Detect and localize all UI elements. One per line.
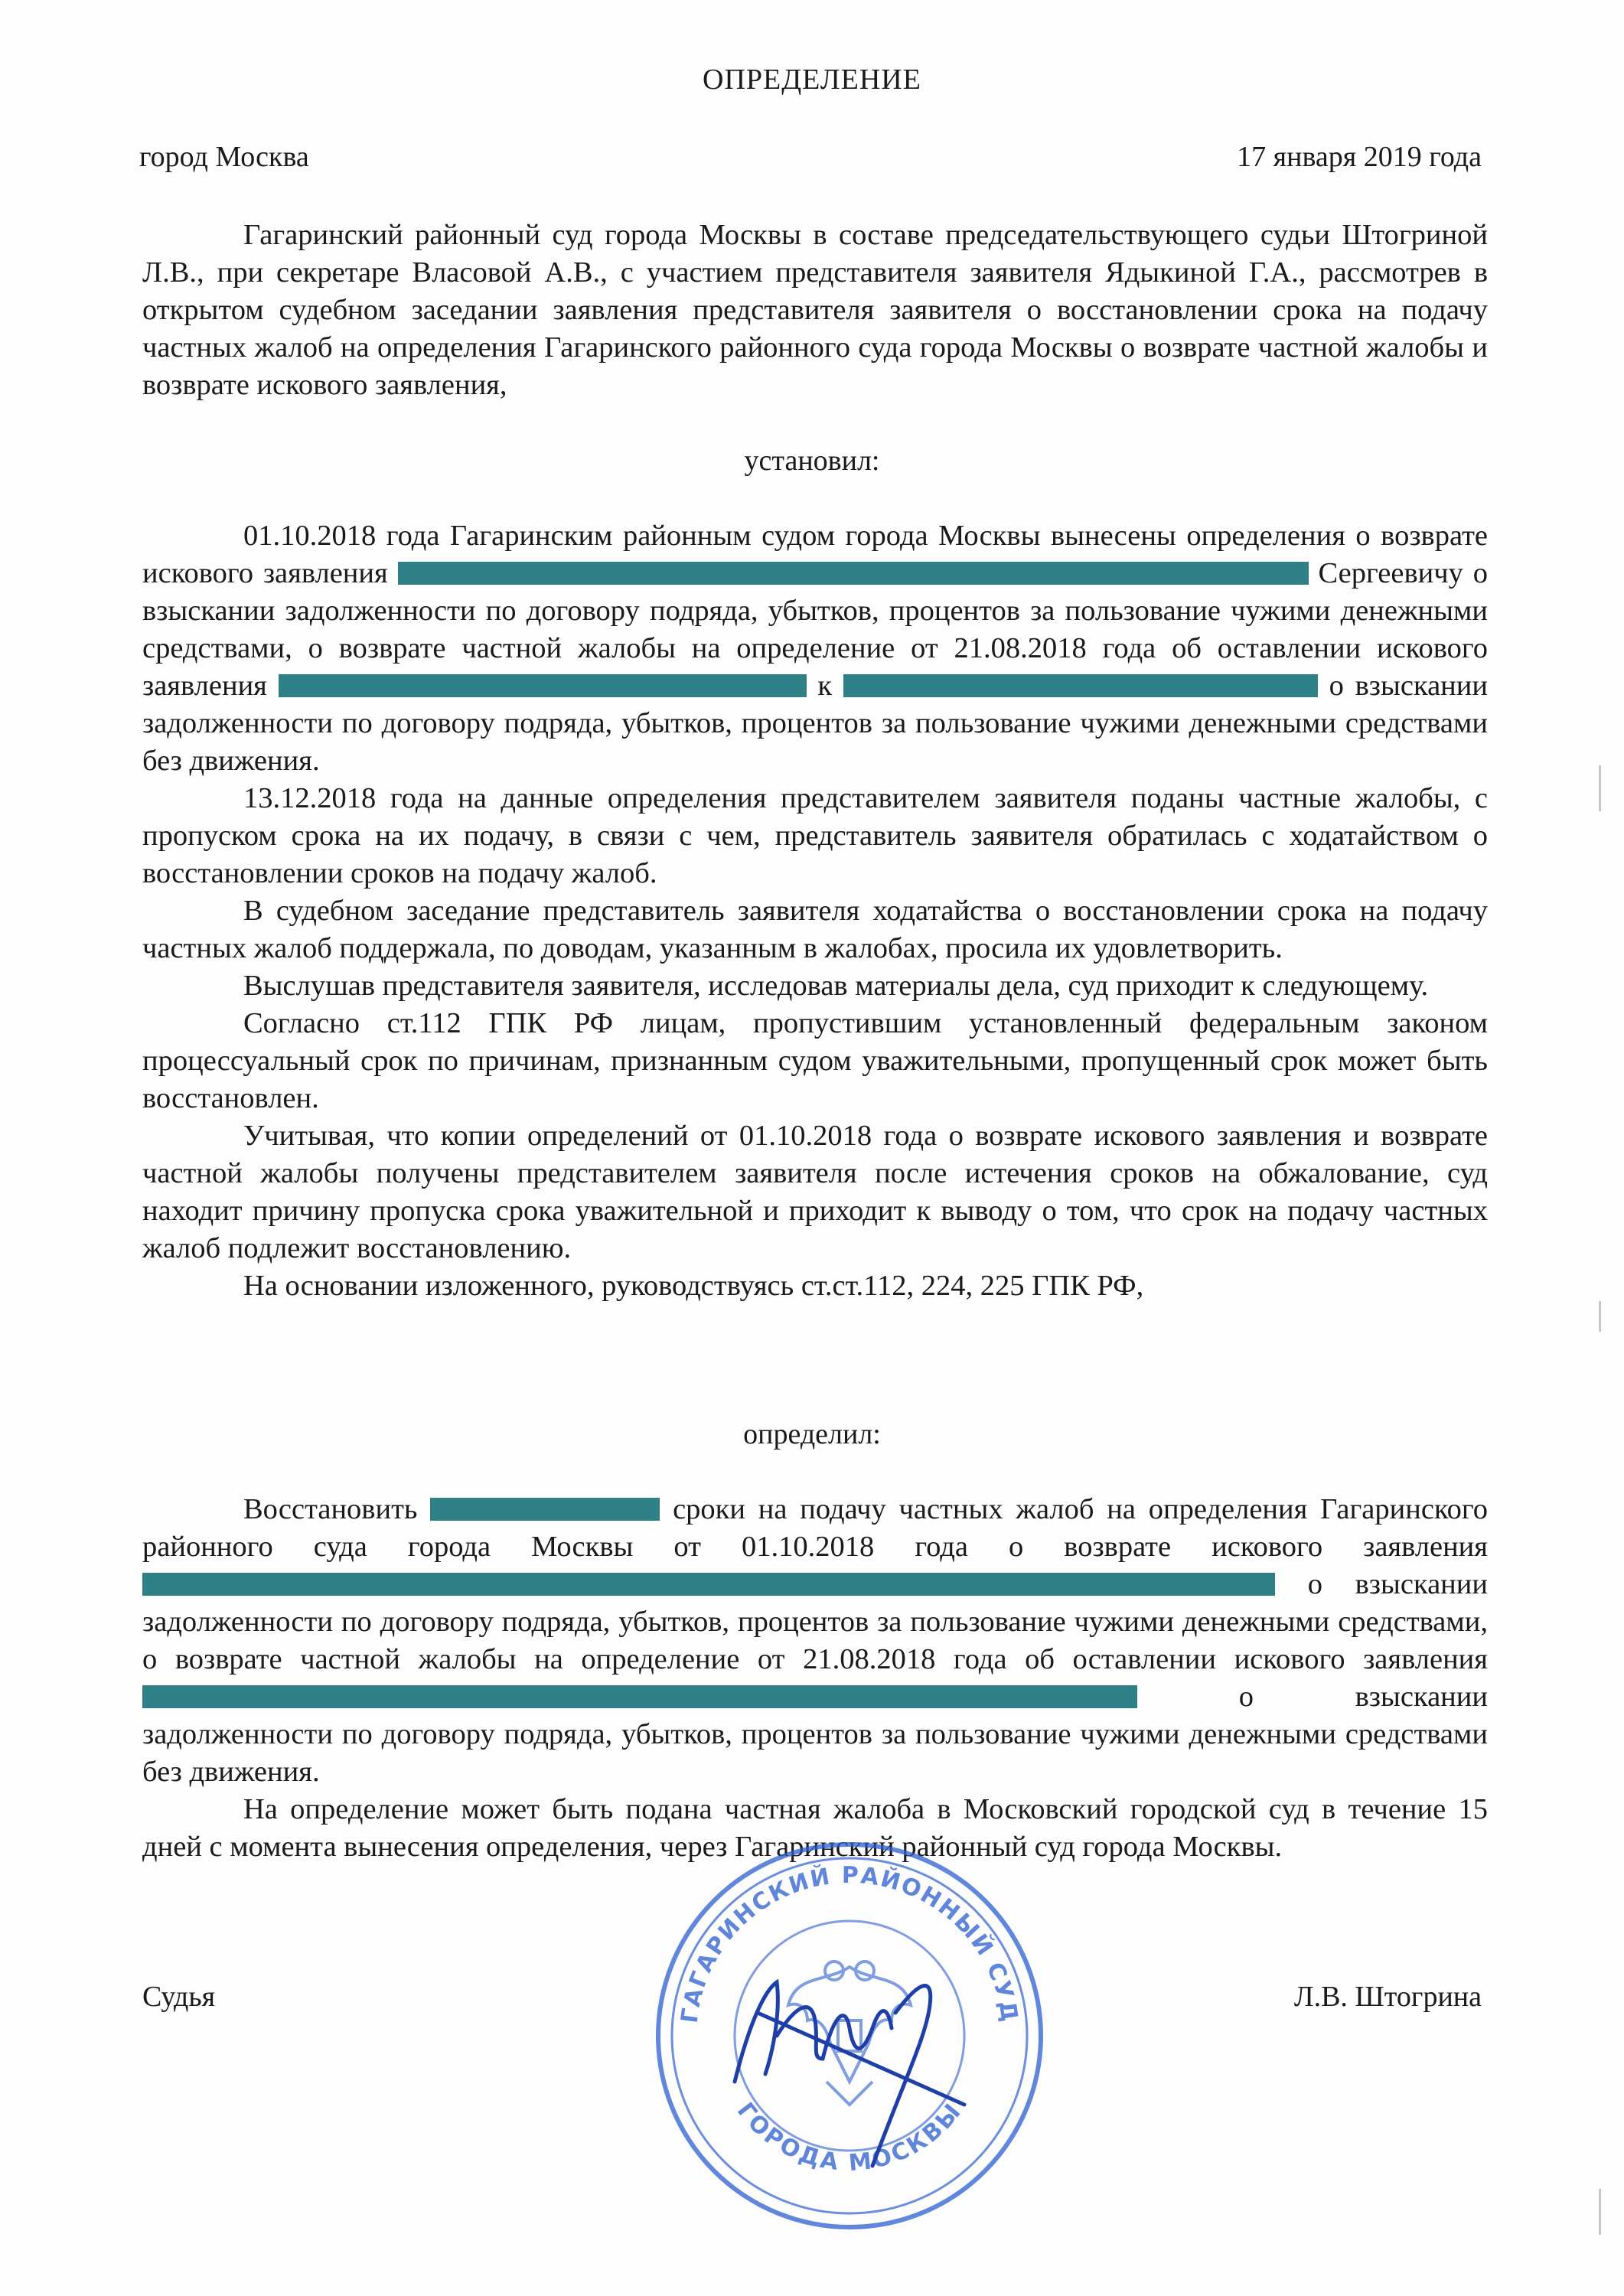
paragraph-1 <box>142 517 1488 780</box>
established-heading: установил: <box>744 445 880 477</box>
ruling-2: На определение может быть подана частная жалоба в Московский городской суд в течение 15 дней с момента вынесения определения, через Гагаринский районный суд города Москвы. <box>142 1793 1488 1863</box>
document-date: 17 января 2019 года <box>1237 141 1482 173</box>
paragraph-2: 13.12.2018 года на данные определения представителем заявителя поданы частные жалобы, с пропуском срока на их подачу, в связи с чем, представитель заявителя обратилась с ходатайством о восстановлении сроков на подачу жалоб. <box>142 782 1488 889</box>
redaction-bar <box>142 1573 1275 1596</box>
scan-mark <box>1599 2189 1601 2235</box>
city: город Москва <box>139 141 309 173</box>
paragraph-1-part-a: 01.10.2018 года Гагаринским районным судом города Москвы вынесены определения о возврате искового заявления <box>142 520 1488 589</box>
paragraph-1-part-c: к <box>817 670 833 702</box>
ruling-1-part-d: о взыскании задолженности по договору подряда, убытков, процентов за пользование чужими денежными средствами без движения. <box>142 1681 1488 1788</box>
scan-mark <box>1599 1301 1601 1332</box>
court-stamp <box>643 1829 1056 2242</box>
paragraph-5: Согласно ст.112 ГПК РФ лицам, пропустившим установленный федеральным законом процессуальный срок по причинам, признанным судом уважительными, пропущенный срок может быть восстановлен. <box>142 1007 1488 1114</box>
paragraph-1-part-d: о взыскании задолженности по договору подряда, убытков, процентов за пользование чужими денежными средствами без движения. <box>142 670 1488 777</box>
ruling-1-part-b: сроки на подачу частных жалоб на определения Гагаринского районного суда города Москвы от 01.10.2018 года о возврате искового заявления <box>142 1493 1489 1563</box>
intro-paragraph: Гагаринский районный суд города Москвы в составе председательствующего судьи Штогриной Л.В., при секретаре Власовой А.В., с участием представителя заявителя Ядыкиной Г.А., рассмотрев в открытом судебном заседании заявления представителя заявителя о восстановлении срока на подачу частных жалоб на определения Гагаринского районного суда города Москвы о возврате частной жалобы и возврате искового заявления, <box>142 219 1488 401</box>
ruling-1 <box>142 1491 1488 1791</box>
redaction-bar <box>398 562 1309 585</box>
paragraph-1-part-b: Сергеевичу о взыскании задолженности по договору подряда, убытков, процентов за пользование чужими денежными средствами, о возврате частной жалобы на определение от 21.08.2018 года об оставлении искового заявления <box>142 557 1488 702</box>
decided-heading: определил: <box>743 1418 881 1450</box>
stamp-bottom-text: ГОРОДА МОСКВЫ <box>731 2097 968 2177</box>
decided-block <box>142 1491 1488 1866</box>
redaction-bar <box>279 674 807 697</box>
ruling-1-part-a: Восстановить <box>243 1493 418 1525</box>
scan-mark <box>1599 765 1601 811</box>
redaction-bar <box>142 1685 1137 1708</box>
established-block <box>142 517 1488 1305</box>
paragraph-3: В судебном заседание представитель заявителя ходатайства о восстановлении срока на подачу частных жалоб поддержала, по доводам, указанным в жалобах, просила их удовлетворить. <box>142 895 1488 964</box>
judge-label: Судья <box>142 1981 216 2013</box>
paragraph-4: Выслушав представителя заявителя, исследовав материалы дела, суд приходит к следующему. <box>243 970 1429 1002</box>
redaction-bar <box>843 674 1318 697</box>
judge-name: Л.В. Штогрина <box>1293 1981 1482 2013</box>
stamp-top-text: ГАГАРИНСКИЙ РАЙОННЫЙ СУД <box>676 1861 1023 2025</box>
paragraph-6: Учитывая, что копии определений от 01.10.2018 года о возврате искового заявления и возврате частной жалобы получены представителем заявителя после истечения сроков на обжалование, суд находит причину пропуска срока уважительной и приходит к выводу о том, что срок на подачу частных жалоб подлежит восстановлению. <box>142 1120 1488 1264</box>
redaction-bar <box>430 1498 660 1521</box>
document-title: ОПРЕДЕЛЕНИЕ <box>703 64 921 96</box>
paragraph-7: На основании изложенного, руководствуясь ст.ст.112, 224, 225 ГПК РФ, <box>243 1270 1144 1302</box>
ruling-1-part-c: о взыскании задолженности по договору подряда, убытков, процентов за пользование чужими денежными средствами, о возврате частной жалобы на определение от 21.08.2018 года об оставлении искового заявления <box>142 1568 1488 1675</box>
intro-block <box>142 217 1488 404</box>
